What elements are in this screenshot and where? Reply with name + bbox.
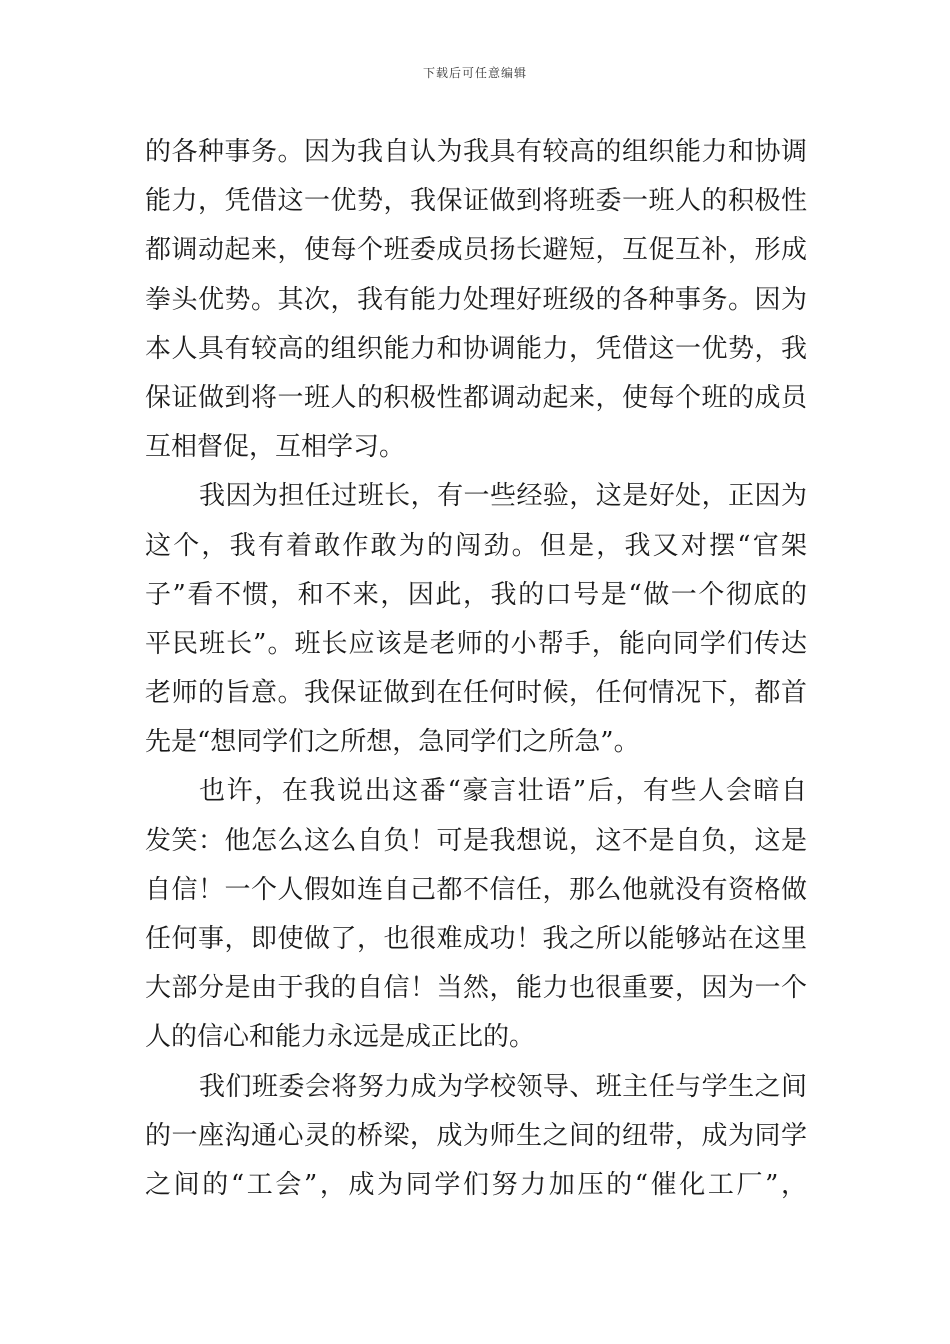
text-line: 之间的“工会”，成为同学们努力加压的“催化工厂”， — [145, 1169, 807, 1200]
text-line: 平民班长”。班长应该是老师的小帮手，能向同学们传达 — [145, 628, 807, 659]
text-line: 这个，我有着敢作敢为的闯劲。但是，我又对摆“官架 — [145, 530, 807, 561]
text-line: 任何事，即使做了，也很难成功！我之所以能够站在这里 — [145, 924, 807, 954]
paragraph-1 — [145, 128, 807, 472]
text-line: 人的信心和能力永远是成正比的。 — [145, 1022, 536, 1053]
text-line: 都调动起来，使每个班委成员扬长避短，互促互补，形成 — [145, 235, 807, 266]
document-body — [145, 128, 807, 1210]
text-line: 拳头优势。其次，我有能力处理好班级的各种事务。因为 — [145, 284, 807, 315]
paragraph-4 — [145, 1063, 807, 1211]
paragraph-2 — [145, 472, 807, 767]
text-line: 老师的旨意。我保证做到在任何时候，任何情况下，都首 — [145, 678, 807, 709]
text-line: 保证做到将一班人的积极性都调动起来，使每个班的成员 — [145, 382, 807, 413]
page-header-note: 下载后可任意编辑 — [422, 66, 527, 80]
text-line: 我们班委会将努力成为学校领导、班主任与学生之间 — [199, 1071, 807, 1102]
text-line: 的各种事务。因为我自认为我具有较高的组织能力和协调 — [145, 137, 807, 167]
text-line: 自信！一个人假如连自己都不信任，那么他就没有资格做 — [145, 874, 807, 905]
paragraph-3 — [145, 767, 807, 1062]
text-line: 本人具有较高的组织能力和协调能力，凭借这一优势，我 — [145, 333, 807, 364]
text-line: 先是“想同学们之所想，急同学们之所急”。 — [145, 727, 640, 758]
text-line: 我因为担任过班长，有一些经验，这是好处，正因为 — [199, 481, 807, 512]
text-line: 大部分是由于我的自信！当然，能力也很重要，因为一个 — [145, 973, 807, 1004]
text-line: 能力，凭借这一优势，我保证做到将班委一班人的积极性 — [145, 186, 807, 217]
text-line: 互相督促，互相学习。 — [145, 432, 406, 463]
text-line: 的一座沟通心灵的桥梁，成为师生之间的纽带，成为同学 — [145, 1120, 807, 1151]
text-line: 发笑：他怎么这么自负！可是我想说，这不是自负，这是 — [145, 825, 807, 856]
text-line: 子”看不惯，和不来，因此，我的口号是“做一个彻底的 — [145, 579, 807, 610]
text-line: 也许，在我说出这番“豪言壮语”后，有些人会暗自 — [199, 776, 807, 807]
